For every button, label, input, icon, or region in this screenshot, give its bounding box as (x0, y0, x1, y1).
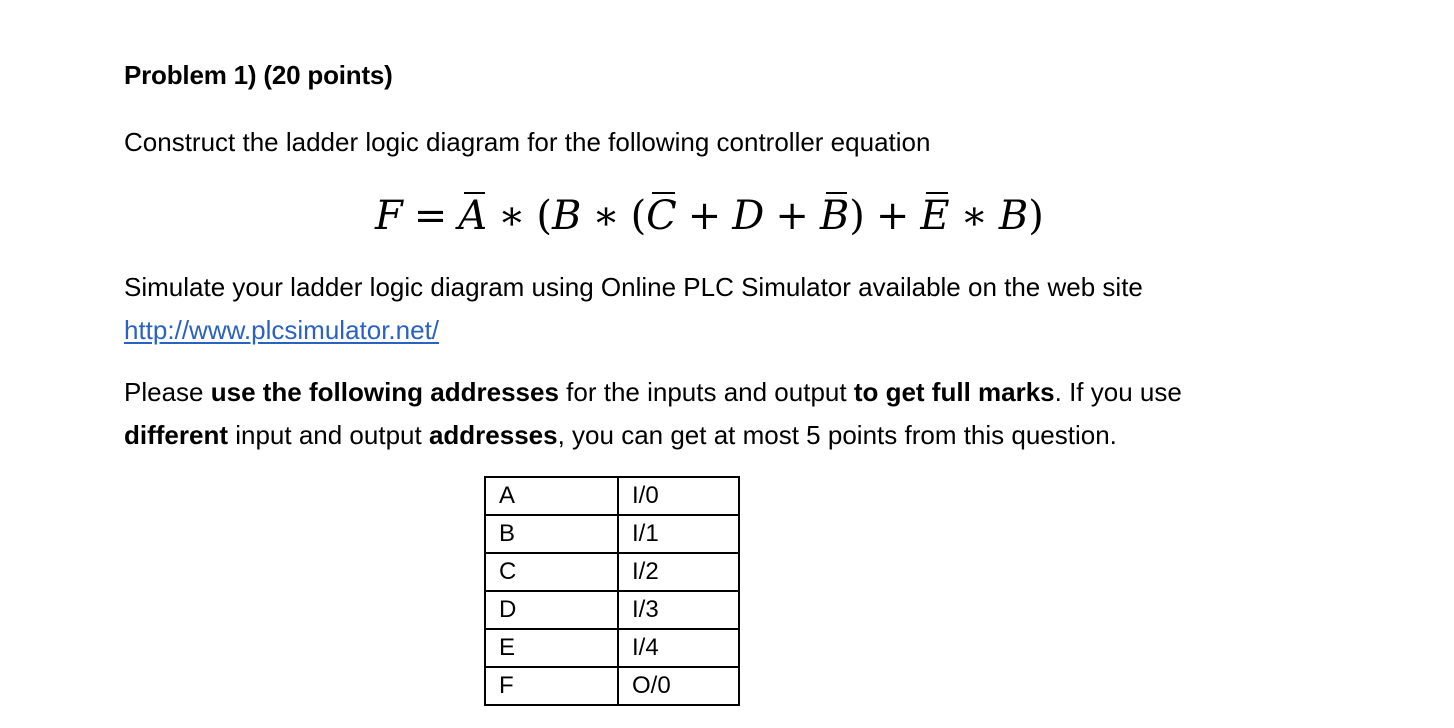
signal-cell: A (485, 477, 618, 515)
addresses-text: . If you use (1054, 377, 1182, 407)
eq-or-operator: + (875, 193, 910, 239)
address-cell: I/4 (618, 629, 739, 667)
addresses-emphasis: use the following addresses (210, 377, 559, 407)
table-row (485, 477, 739, 515)
addresses-emphasis: different (124, 420, 228, 450)
signal-cell: C (485, 553, 618, 591)
address-cell: I/1 (618, 515, 739, 553)
signal-cell: F (485, 667, 618, 705)
table-row (485, 591, 739, 629)
addresses-emphasis: addresses (428, 420, 558, 450)
eq-or-operator: + (687, 193, 722, 239)
eq-equals: = (413, 193, 448, 239)
signal-cell: D (485, 591, 618, 629)
address-cell: I/0 (618, 477, 739, 515)
plc-simulator-link[interactable]: http://www.plcsimulator.net/ (124, 315, 440, 345)
eq-and-operator: ∗ (592, 193, 620, 239)
table-row (485, 667, 739, 705)
address-cell: I/3 (618, 591, 739, 629)
simulate-paragraph (124, 266, 1143, 352)
table-row (485, 515, 739, 553)
eq-open-paren: ( (536, 193, 552, 239)
addresses-text: , you can get at most 5 points from this question. (557, 420, 1117, 450)
signal-cell: E (485, 629, 618, 667)
addresses-line-2 (124, 414, 1182, 457)
simulate-text: Simulate your ladder logic diagram using Online PLC Simulator available on the web site (124, 272, 1143, 302)
eq-d: D (732, 193, 765, 239)
address-cell: I/2 (618, 553, 739, 591)
eq-not-e: E (920, 186, 949, 246)
addresses-line-1 (124, 371, 1182, 414)
eq-close-paren: ) (849, 193, 865, 239)
table-row (485, 553, 739, 591)
addresses-emphasis: to get full marks (853, 377, 1055, 407)
controller-equation (375, 186, 1044, 246)
eq-or-operator: + (775, 193, 809, 239)
addresses-text: for the inputs and output (558, 377, 854, 407)
address-cell: O/0 (618, 667, 739, 705)
signal-cell: B (485, 515, 618, 553)
addresses-text: input and output (228, 420, 429, 450)
problem-heading: Problem 1) (20 points) (124, 60, 393, 90)
addresses-text: Please (124, 377, 211, 407)
eq-b: B (551, 193, 582, 239)
eq-and-operator: ∗ (960, 193, 988, 239)
eq-close-paren: ) (1028, 193, 1044, 239)
eq-b: B (998, 193, 1029, 239)
eq-not-a: A (458, 186, 487, 246)
problem-intro-text: Construct the ladder logic diagram for the following controller equation (124, 127, 931, 157)
eq-output-f: F (375, 193, 403, 239)
addresses-paragraph (124, 371, 1182, 457)
eq-not-b: B (820, 186, 849, 246)
eq-open-paren: ( (630, 193, 647, 239)
eq-not-c: C (646, 186, 677, 246)
eq-and-operator: ∗ (498, 193, 526, 239)
table-row (485, 629, 739, 667)
address-table (484, 476, 740, 706)
